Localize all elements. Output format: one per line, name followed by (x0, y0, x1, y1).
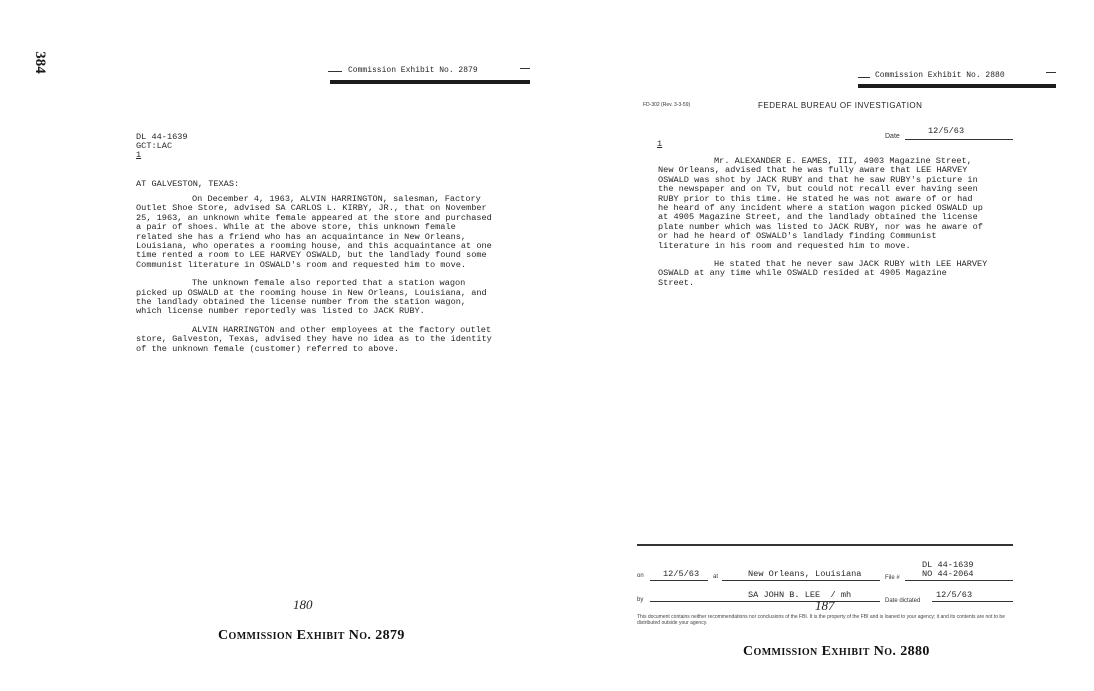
right-paragraph: Mr. ALEXANDER E. EAMES, III, 4903 Magazine Street, New Orleans, advised that he was fully aware that LEE HARVEY OSWALD was shot by JACK RUBY and that he saw RUBY's picture in the newspaper and on TV, but could not recall ever having seen RUBY prior to this time. He stated he was not aware of or had he heard of any incident where a station wagon picked OSWALD up at 4905 Magazine Street, and the landlady obtained the license plate number which was listed to JACK RUBY, nor was he aware of or had he heard of OSWALD's landlady finding Communist literature in his room and requested him to move. (658, 156, 983, 251)
by-agent: SA JOHN B. LEE / mh (748, 590, 852, 600)
at-place: New Orleans, Louisiana (748, 569, 862, 579)
right-page-mark: 1 (657, 139, 663, 149)
file-number: DL 44-1639 (922, 560, 974, 570)
dictated-date: 12/5/63 (936, 590, 973, 600)
right-exhibit-bar (858, 84, 1056, 88)
left-location: AT GALVESTON, TEXAS: (136, 179, 240, 189)
left-initials: GCT:LAC (136, 141, 173, 151)
form-code: FD-302 (Rev. 3-3-59) (643, 102, 691, 108)
right-exhibit-rule-left (858, 77, 870, 78)
right-caption: Commission Exhibit No. 2880 (743, 644, 930, 659)
left-caption: Commission Exhibit No. 2879 (218, 628, 405, 643)
left-paragraph: On December 4, 1963, ALVIN HARRINGTON, salesman, Factory Outlet Shoe Store, advised SA CARLOS L. KIRBY, JR., that on November 25, 1963, an unknown white female appeared at the store and purchased a pair of shoes. While at the above store, this unknown female related she has a friend who has an acquaintance in New Orleans, Louisiana, who operates a rooming house, and this acquaintance at one time rented a room to LEE HARVEY OSWALD, but the landlady found some Communist literature in OSWALD's room and requested him to move. (136, 194, 492, 270)
page-number: 384 (31, 51, 48, 74)
left-handwritten-number: 180 (293, 597, 313, 612)
file-label: File # (885, 575, 900, 581)
agency-header: FEDERAL BUREAU OF INVESTIGATION (758, 101, 923, 110)
date-underline (905, 139, 1013, 140)
at-label: at (713, 574, 719, 580)
date-label: Date (885, 133, 900, 140)
left-paragraph: The unknown female also reported that a station wagon picked up OSWALD at the rooming house in New Orleans, Louisiana, and the landlady obtained the license number from the station wagon, which license number reportedly was listed to JACK RUBY. (136, 278, 487, 317)
left-page-mark: 1 (136, 150, 142, 160)
left-exhibit-bar (330, 80, 530, 84)
right-body (658, 157, 988, 288)
on-underline (650, 580, 708, 581)
dictated-label: Date dictated (885, 598, 921, 604)
left-exhibit-rule-right (520, 68, 530, 69)
by-underline (650, 601, 880, 602)
dictated-underline (932, 601, 1013, 602)
right-exhibit-rule-right (1046, 72, 1056, 73)
right-exhibit-label: Commission Exhibit No. 2880 (875, 71, 1005, 80)
on-date: 12/5/63 (663, 569, 700, 579)
by-label: by (637, 597, 644, 603)
right-handwritten-number: 187 (815, 598, 835, 613)
fbi-disclaimer: This document contains neither recommendations nor conclusions of the FBI. It is the property of the FBI and is loaned to your agency; it and its contents are not to be distributed outside your agency. (637, 614, 1005, 626)
on-label: on (637, 573, 644, 579)
at-underline (722, 580, 880, 581)
left-file-no: DL 44-1639 (136, 132, 188, 142)
left-paragraph: ALVIN HARRINGTON and other employees at the factory outlet store, Galveston, Texas, advised they have no idea as to the identity of the unknown female (customer) referred to above. (136, 324, 492, 354)
footer-top-rule (637, 544, 1013, 546)
left-exhibit-rule-left (328, 71, 342, 72)
right-paragraph: He stated that he never saw JACK RUBY with LEE HARVEY OSWALD at any time while OSWALD resided at 4905 Magazine Street. (658, 259, 988, 288)
left-exhibit-label: Commission Exhibit No. 2879 (348, 66, 478, 75)
file-underline (905, 580, 1013, 581)
left-body (136, 195, 496, 354)
report-date: 12/5/63 (928, 126, 965, 136)
file-number: NO 44-2064 (922, 569, 974, 579)
